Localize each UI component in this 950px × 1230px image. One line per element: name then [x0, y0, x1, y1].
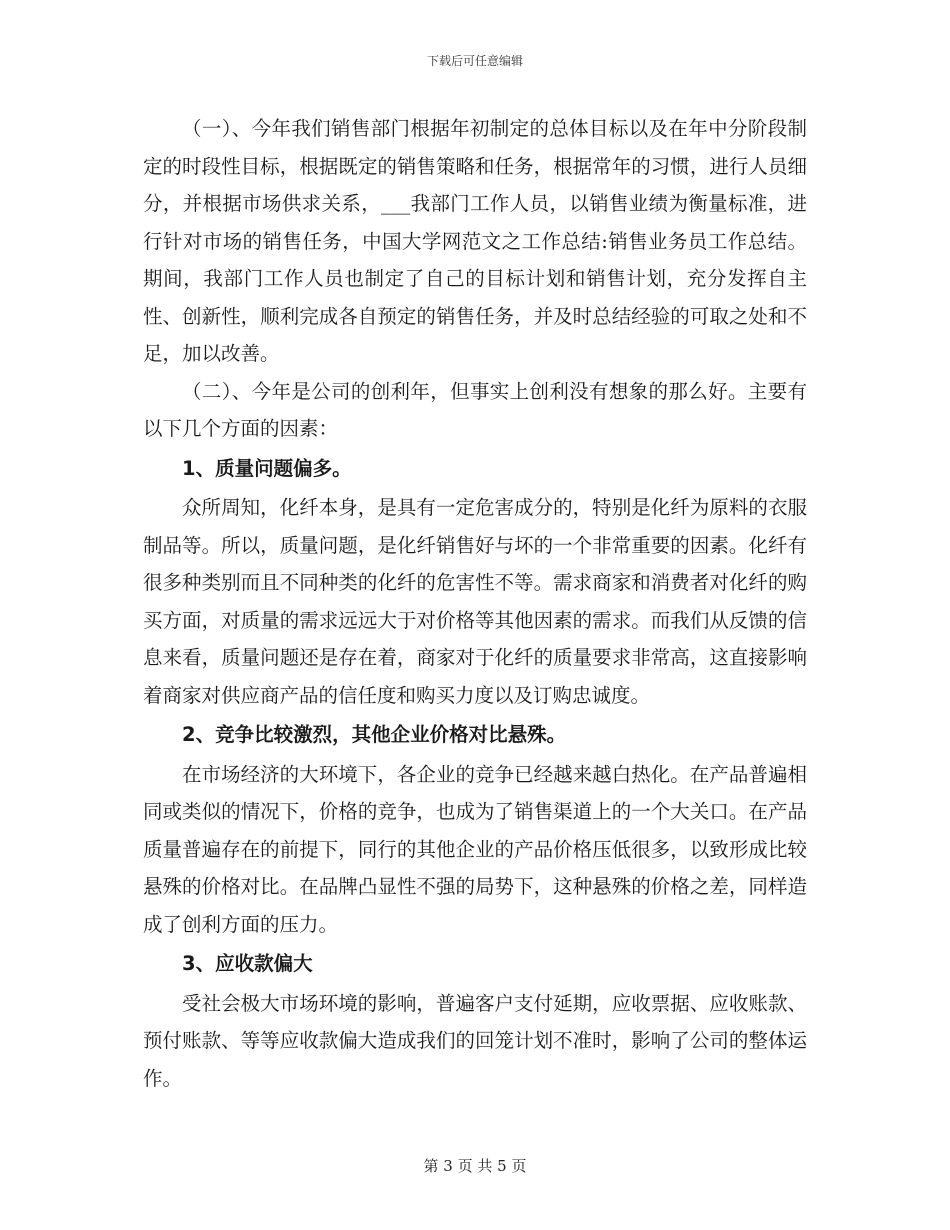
paragraph-2: （二）、今年是公司的创利年，但事实上创利没有想象的那么好。主要有以下几个方面的因素：: [143, 379, 807, 440]
document-body: [143, 110, 807, 1097]
paragraph-3: 众所周知，化纤本身，是具有一定危害成分的，特别是化纤为原料的衣服制品等。所以，质量问题，是化纤销售好与坏的一个非常重要的因素。化纤有很多种类别而且不同种类的化纤的危害性不等。需求商家和消费者对化纤的购买方面，对质量的需求远远大于对价格等其他因素的需求。而我们从反馈的信息来看，质量问题还是存在着，商家对于化纤的质量要求非常高，这直接影响着商家对供应商产品的信任度和购买力度以及订购忠诚度。: [143, 496, 807, 707]
section-heading-2: 2、竞争比较激烈，其他企业价格对比悬殊。: [182, 723, 567, 746]
section-heading-1: 1、质量问题偏多。: [182, 456, 352, 480]
page-header-note: 下载后可任意编辑: [426, 54, 523, 68]
paragraph-5: 受社会极大市场环境的影响，普遍客户支付延期，应收票据、应收账款、预付账款、等等应收款偏大造成我们的回笼计划不准时，影响了公司的整体运作。: [143, 991, 807, 1090]
section-heading-3: 3、应收款偏大: [182, 952, 313, 975]
paragraph-1: （一）、今年我们销售部门根据年初制定的总体目标以及在年中分阶段制定的时段性目标，根据既定的销售策略和任务，根据常年的习惯，进行人员细分，并根据市场供求关系，___我部门工作人员，以销售业绩为衡量标准，进行针对市场的销售任务，中国大学网范文之工作总结:销售业务员工作总结。期间，我部门工作人员也制定了自己的目标计划和销售计划，充分发挥自主性、创新性，顺利完成各自预定的销售任务，并及时总结经验的可取之处和不足，加以改善。: [143, 117, 807, 365]
page-number: 第 3 页 共 5 页: [423, 1157, 527, 1175]
paragraph-4: 在市场经济的大环境下，各企业的竞争已经越来越白热化。在产品普遍相同或类似的情况下，价格的竞争，也成为了销售渠道上的一个大关口。在产品质量普遍存在的前提下，同行的其他企业的产品价格压低很多，以致形成比较悬殊的价格对比。在品牌凸显性不强的局势下，这种悬殊的价格之差，同样造成了创利方面的压力。: [143, 762, 807, 936]
